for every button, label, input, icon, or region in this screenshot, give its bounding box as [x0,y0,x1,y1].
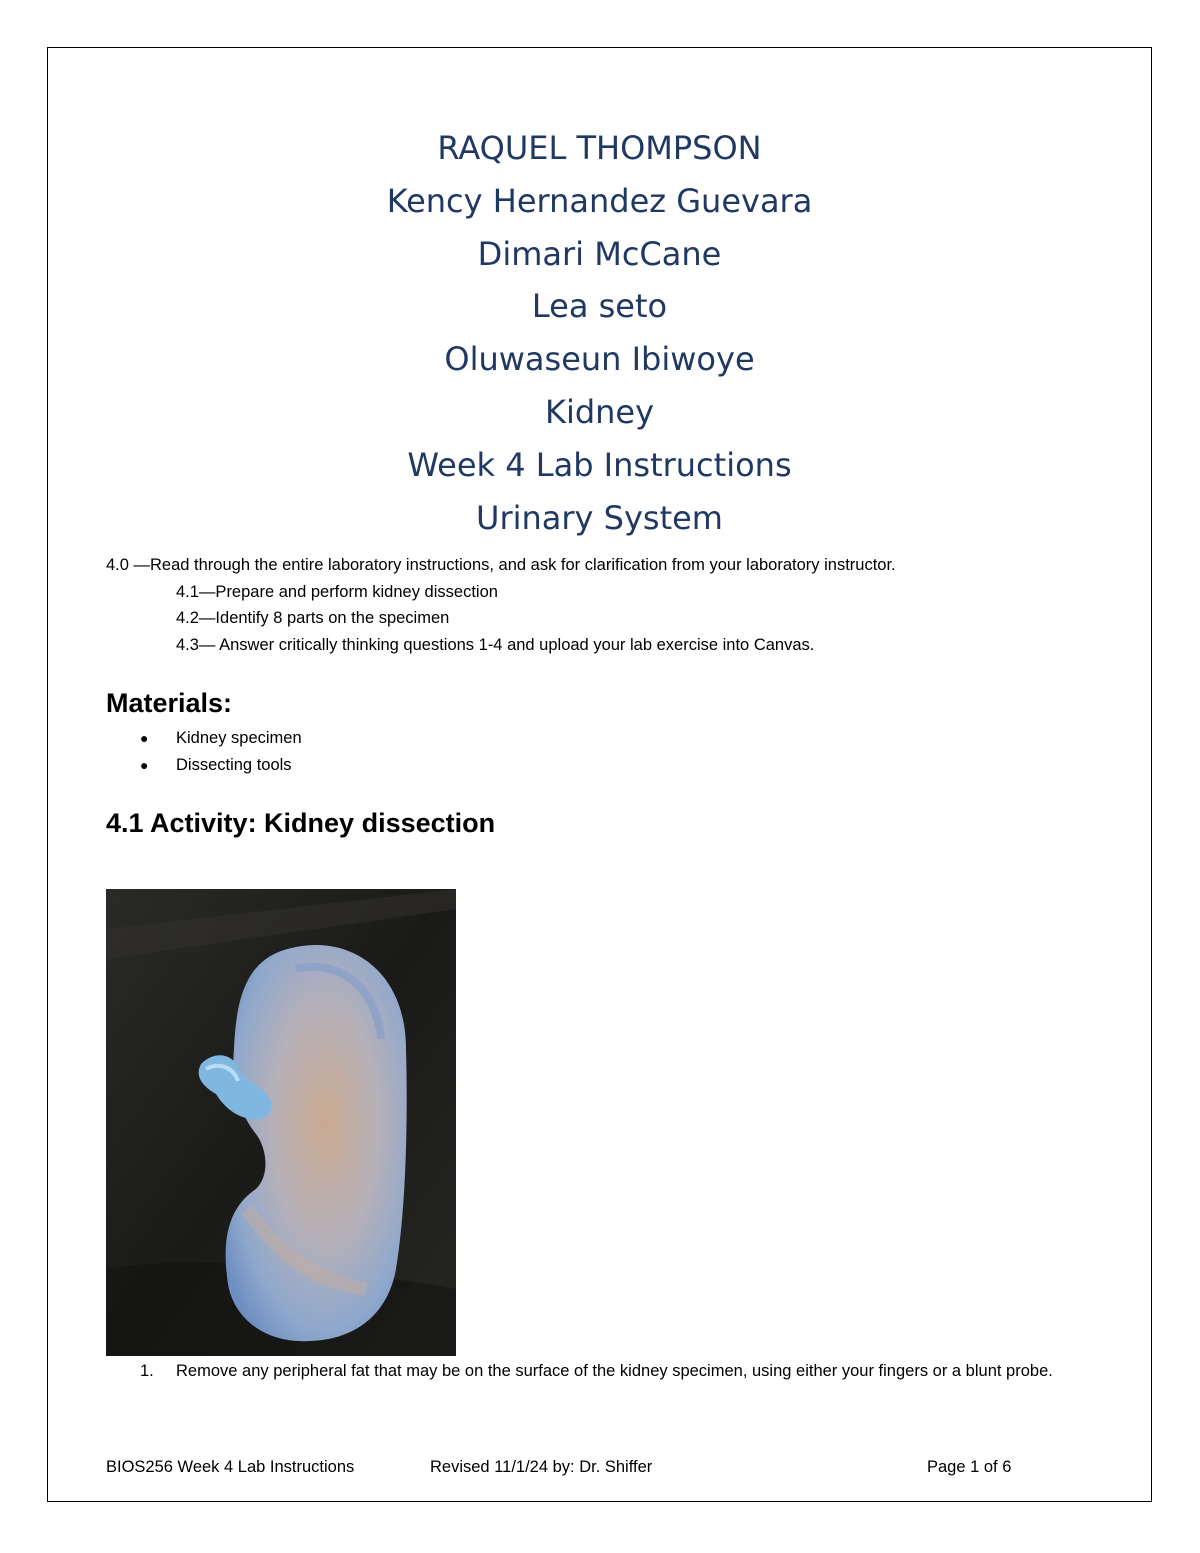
list-item [106,1358,1096,1385]
title-lab: Week 4 Lab Instructions [407,445,792,484]
dissection-steps [106,1358,1096,1385]
title-name-5: Oluwaseun Ibiwoye [444,340,755,379]
intro-item: 4.1—Prepare and perform kidney dissection [176,582,498,601]
intro-instructions [106,552,1106,658]
list-item [106,725,302,752]
materials-heading: Materials: [106,688,233,718]
step-number: 1. [140,1362,154,1380]
title-name-3: Dimari McCane [477,234,722,273]
intro-item: 4.2—Identify 8 parts on the specimen [176,609,450,627]
title-name-2: Kency Hernandez Guevara [386,181,813,220]
bullet-icon: ● [140,730,149,746]
bullet-icon: ● [140,757,149,773]
title-block [47,122,1152,544]
materials-list [106,725,302,779]
intro-item: 4.3— Answer critically thinking questions 1-4 and upload your lab exercise into Canvas. [176,635,815,654]
kidney-photo [106,889,456,1356]
intro-main: 4.0 —Read through the entire laboratory instructions, and ask for clarification from your laboratory instructor. [106,556,896,574]
material-label: Dissecting tools [176,756,292,774]
footer-course: BIOS256 Week 4 Lab Instructions [106,1458,355,1476]
title-topic: Kidney [544,392,655,431]
activity-heading: 4.1 Activity: Kidney dissection [106,808,496,838]
title-system: Urinary System [476,498,723,537]
footer-page: Page 1 of 6 [927,1458,1012,1476]
list-item [106,752,302,779]
step-text: Remove any peripheral fat that may be on the surface of the kidney specimen, using either your fingers or a blunt probe. [176,1362,1053,1380]
title-name-1: RAQUEL THOMPSON [437,129,762,167]
footer-revised: Revised 11/1/24 by: Dr. Shiffer [430,1458,653,1476]
title-name-4: Lea seto [531,287,668,326]
material-label: Kidney specimen [176,729,302,747]
